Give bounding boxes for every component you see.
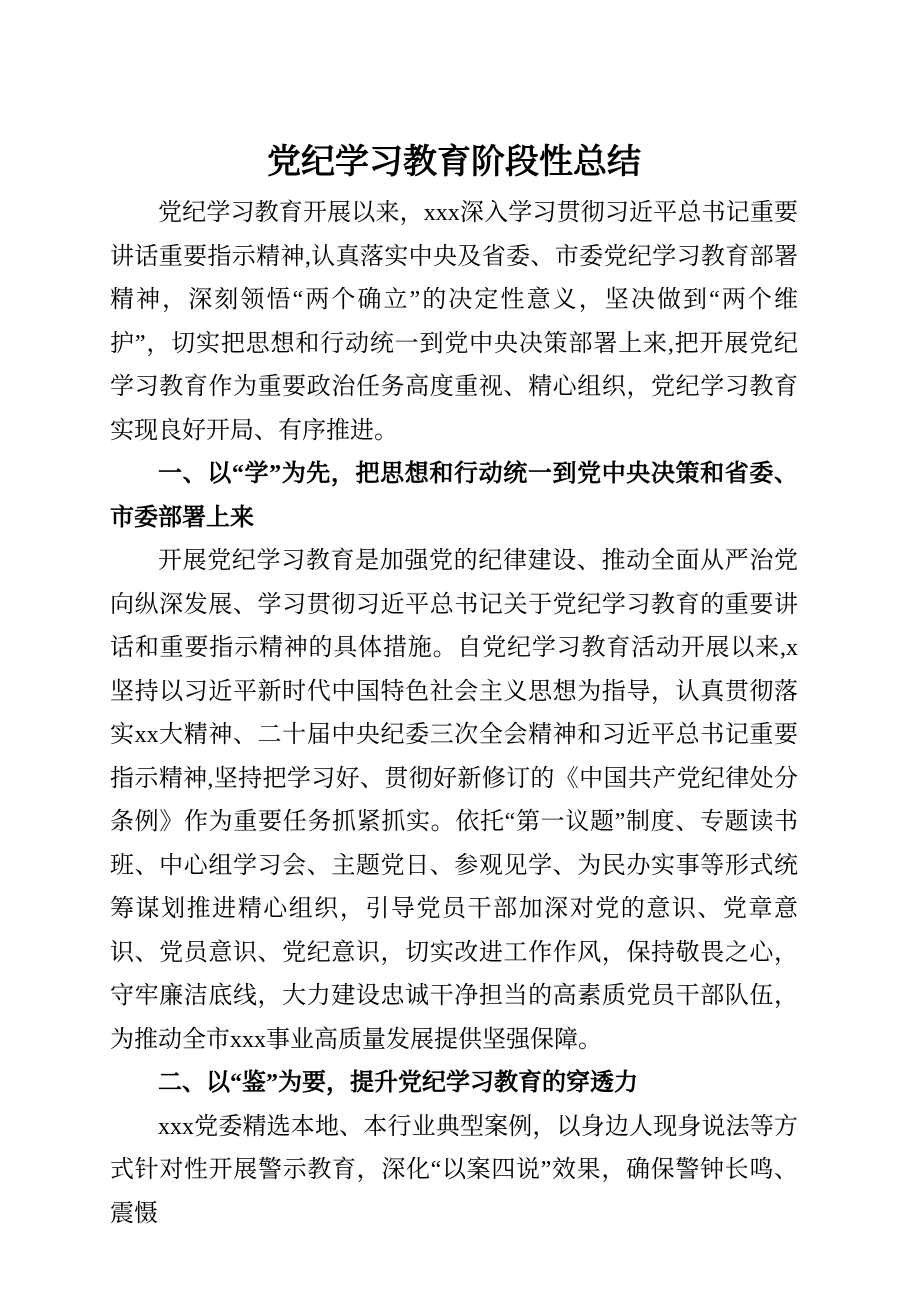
document-title: 党纪学习教育阶段性总结 <box>267 143 641 181</box>
section-heading-2: 二、以“鉴”为要，提升党纪学习教育的穿透力 <box>158 1070 638 1096</box>
paragraph-section-2: xxx党委精选本地、本行业典型案例，以身边人现身说法等方式针对性开展警示教育，深化“以案四说”效果，确保警钟长鸣、震慑 <box>110 1113 798 1227</box>
section-heading-1: 一、以“学”为先，把思想和行动统一到党中央决策和省委、市委部署上来 <box>110 461 798 531</box>
paragraph-intro: 党纪学习教育开展以来，xxx深入学习贯彻习近平总书记重要讲话重要指示精神,认真落实中央及省委、市委党纪学习教育部署精神，深刻领悟“两个确立”的决定性意义，坚决做到“两个维护”，切实把思想和行动统一到党中央决策部署上来,把开展党纪学习教育作为重要政治任务高度重视、精心组织，党纪学习教育实现良好开局、有序推进。 <box>110 200 798 444</box>
paragraph-section-1: 开展党纪学习教育是加强党的纪律建设、推动全面从严治党向纵深发展、学习贯彻习近平总书记关于党纪学习教育的重要讲话和重要指示精神的具体措施。自党纪学习教育活动开展以来,x坚持以习近平新时代中国特色社会主义思想为指导，认真贯彻落实xx大精神、二十届中央纪委三次全会精神和习近平总书记重要指示精神,坚持把学习好、贯彻好新修订的《中国共产党纪律处分条例》作为重要任务抓紧抓实。依托“第一议题”制度、专题读书班、中心组学习会、主题党日、参观见学、为民办实事等形式统筹谋划推进精心组织，引导党员干部加深对党的意识、党章意识、党员意识、党纪意识，切实改进工作作风，保持敬畏之心，守牢廉洁底线，大力建设忠诚干净担当的高素质党员干部队伍，为推动全市xxx事业高质量发展提供坚强保障。 <box>110 548 798 1053</box>
